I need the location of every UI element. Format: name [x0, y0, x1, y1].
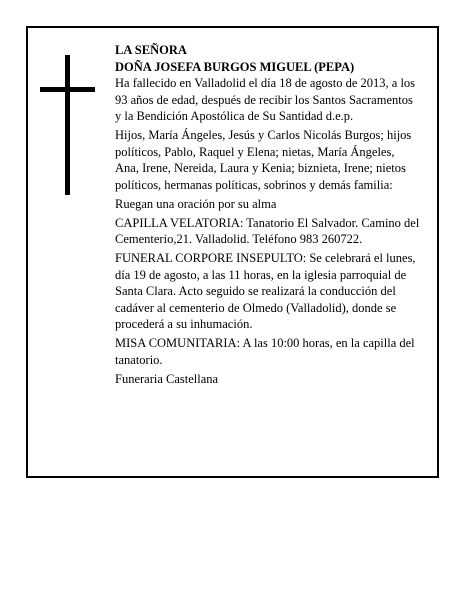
cross-icon	[65, 55, 70, 195]
obituary-title: LA SEÑORA	[115, 43, 187, 57]
obituary-text	[115, 42, 420, 390]
death-announcement: Ha fallecido en Valladolid el día 18 de agosto de 2013, a los 93 años de edad, después de recibir los Santos Sacramentos y la Bendición Apostólica de Su Santidad d.e.p.	[115, 76, 416, 123]
cross-icon-crossbar	[40, 87, 95, 92]
funeral-info: FUNERAL CORPORE INSEPULTO: Se celebrará el lunes, día 19 de agosto, a las 11 horas, en la iglesia parroquial de Santa Clara. Acto seguido se realizará la conducción del cadáver al cementerio de Olmedo (Valladolid), donde se procederá a su inhumación.	[115, 251, 416, 331]
obituary-notice	[26, 26, 439, 478]
prayer-request: Ruegan una oración por su alma	[115, 196, 277, 211]
wake-chapel-info: CAPILLA VELATORIA: Tanatorio El Salvador. Camino del Cementerio,21. Valladolid. Teléfono 983 260722.	[115, 215, 420, 246]
funeral-home: Funeraria Castellana	[115, 371, 219, 386]
family-list: Hijos, María Ángeles, Jesús y Carlos Nicolás Burgos; hijos políticos, Pablo, Raquel y Elena; nietas, María Ángeles, Ana, Irene, Nereida, Laura y Kenia; biznieta, Irene; nietos políticos, hermanas políticas, sobrinos y demás familia:	[115, 128, 412, 192]
deceased-name: DOÑA JOSEFA BURGOS MIGUEL (PEPA)	[115, 59, 355, 74]
community-mass-info: MISA COMUNITARIA: A las 10:00 horas, en la capilla del tanatorio.	[115, 336, 415, 367]
